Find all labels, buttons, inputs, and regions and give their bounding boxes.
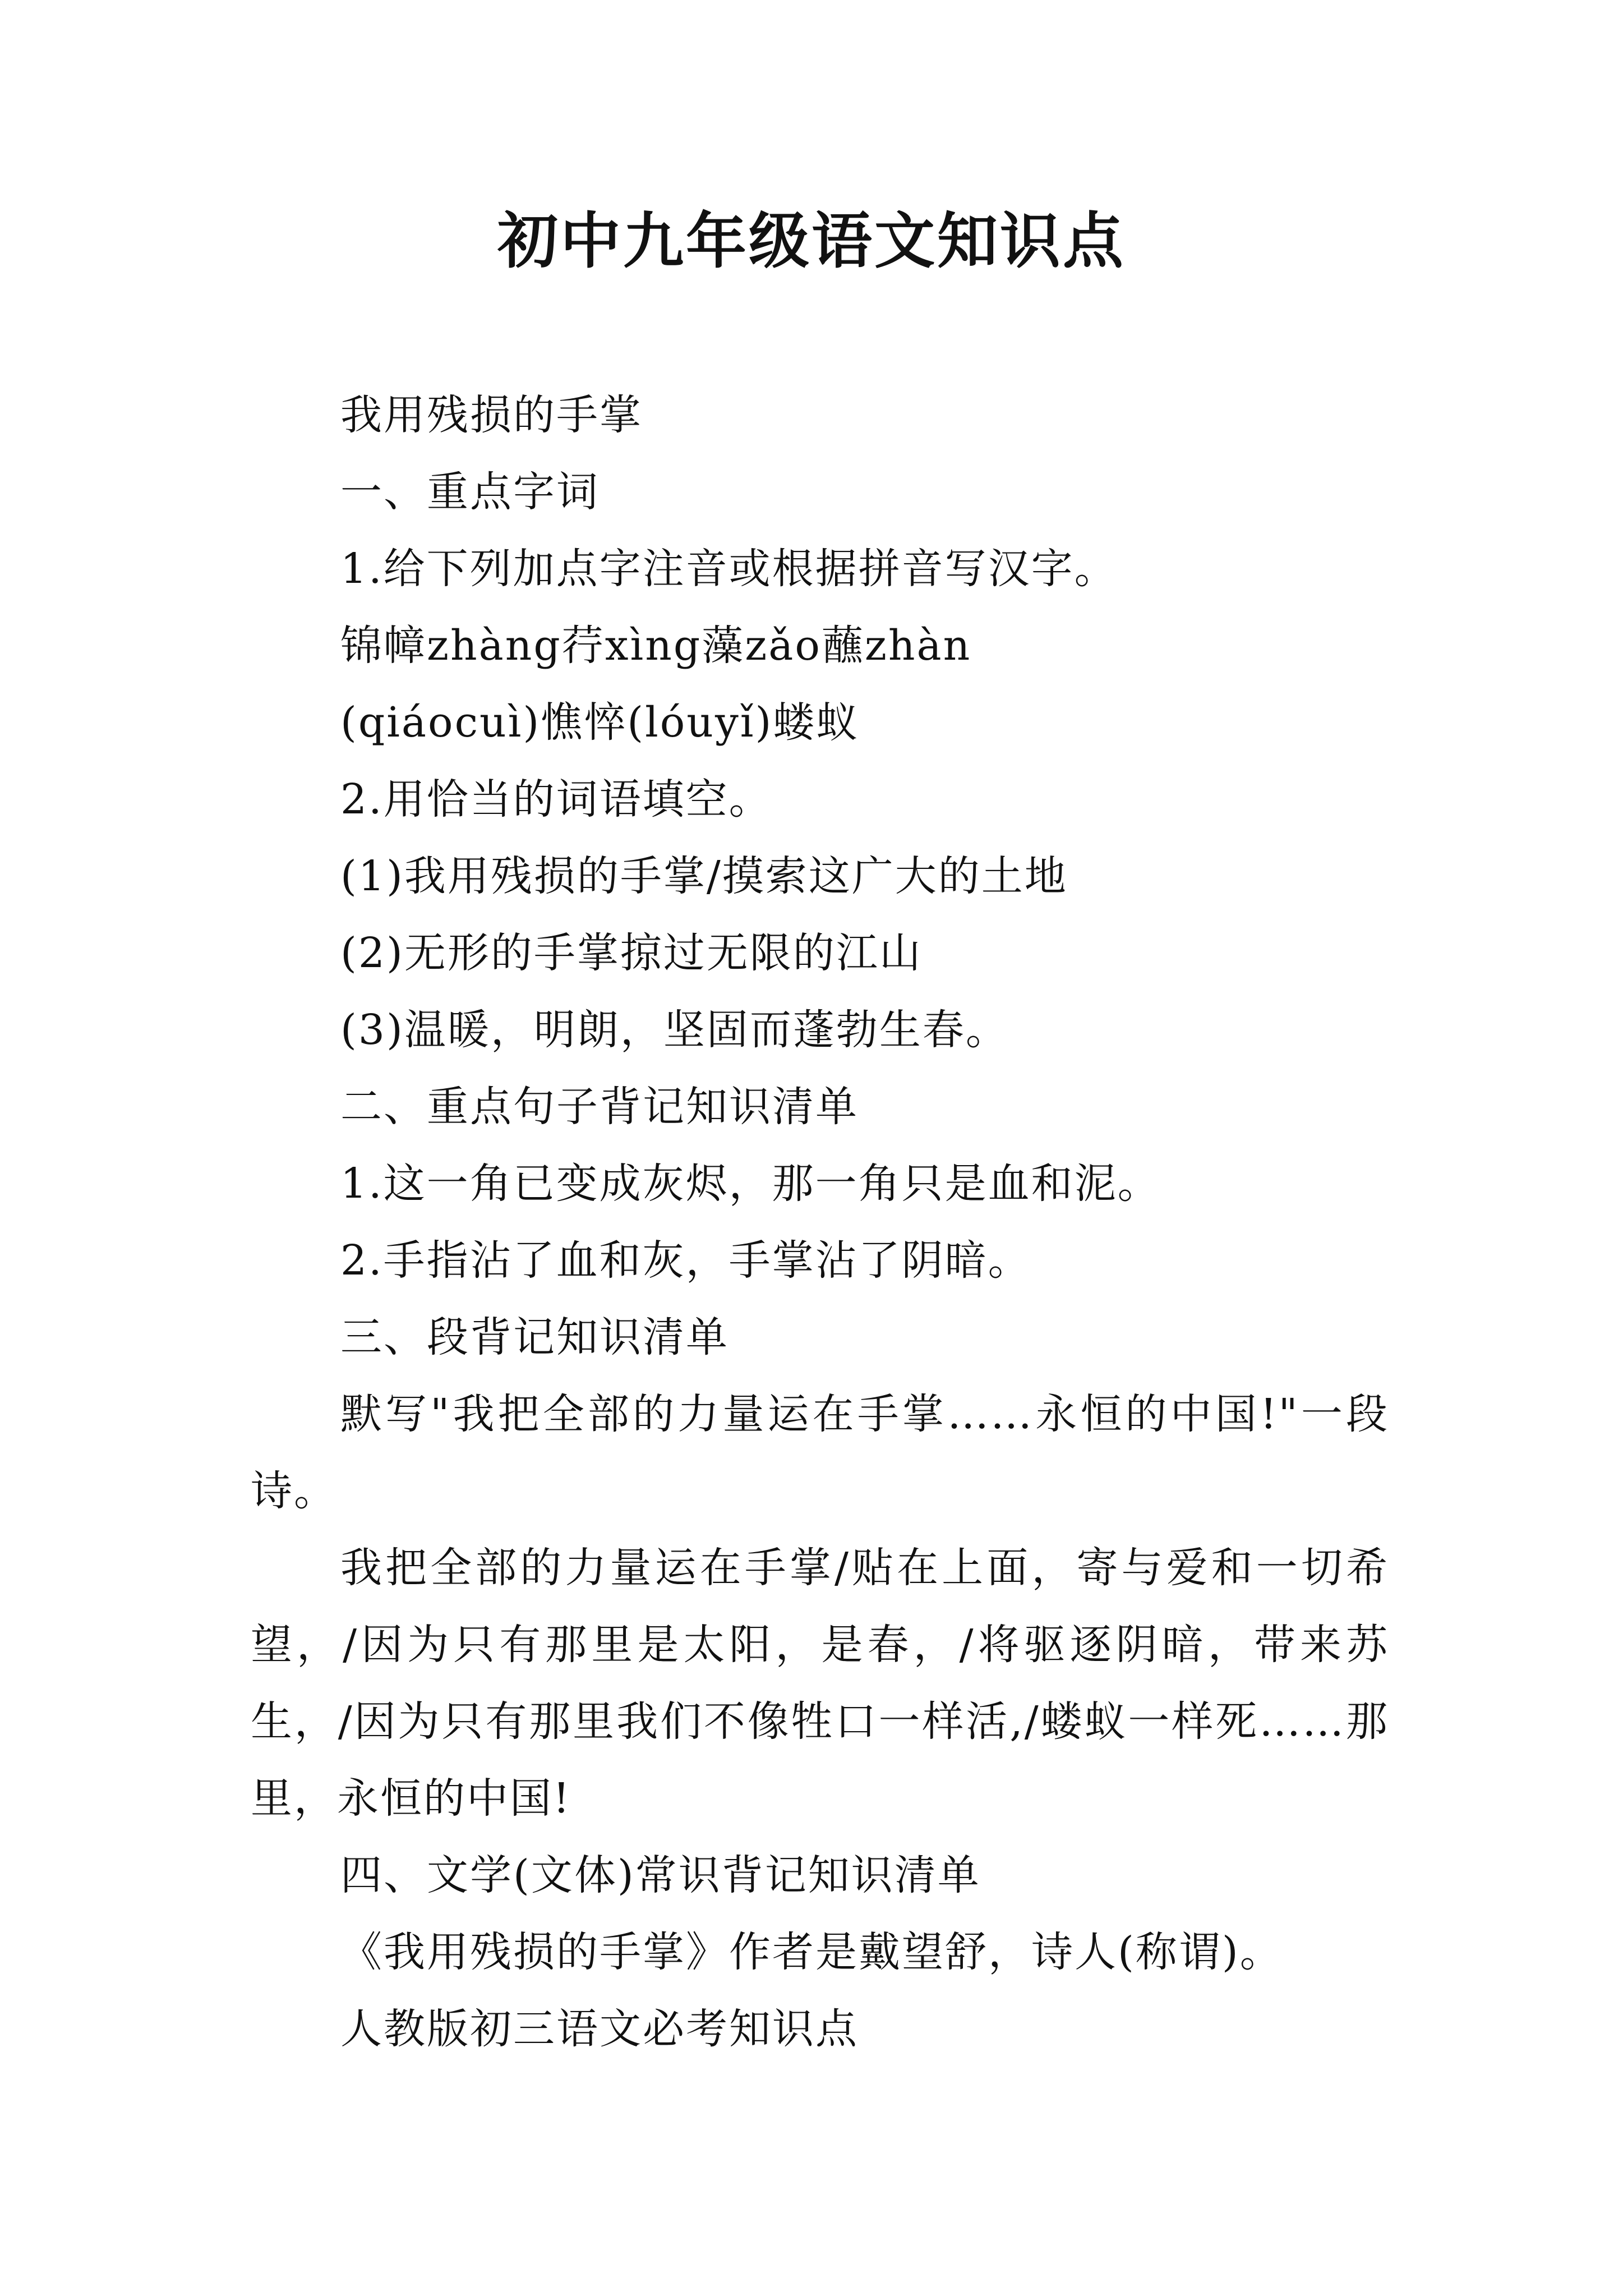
section-heading-key-words: 一、重点字词 [340,468,600,516]
paragraph-poem-title: 我用残损的手掌 [340,391,643,439]
paragraph-author-note: 《我用残损的手掌》作者是戴望舒，诗人(称谓)。 [340,1928,1283,1976]
paragraph-fill-1: (1)我用残损的手掌/摸索这广大的土地 [340,852,1068,900]
paragraph-pinyin-line-2: (qiáocuì)憔悴(lóuyǐ)蝼蚁 [340,698,860,747]
paragraph-sentence-1: 1.这一角已变成灰烬，那一角只是血和泥。 [340,1159,1161,1208]
document-body [251,377,1389,2068]
section-heading-key-sentences: 二、重点句子背记知识清单 [340,1083,859,1131]
section-heading-passage: 三、段背记知识清单 [340,1313,729,1361]
document-title: 初中九年级语文知识点 [497,206,1126,277]
paragraph-pinyin-line-1: 锦幛zhàng荇xìng藻zǎo蘸zhàn [340,622,972,670]
paragraph-poem-passage: 我把全部的力量运在手掌/贴在上面，寄与爱和一切希望，/因为只有那里是太阳，是春，/将驱逐阴暗，带来苏生，/因为只有那里我们不像牲口一样活,/蝼蚁一样死……那里，永恒的中国! [251,1544,1389,1823]
paragraph-question-2: 2.用恰当的词语填空。 [340,775,772,823]
paragraph-sentence-2: 2.手指沾了血和灰，手掌沾了阴暗。 [340,1236,1031,1285]
paragraph-fill-3: (3)温暖，明朗，坚固而蓬勃生春。 [340,1006,1009,1054]
paragraph-fill-2: (2)无形的手掌掠过无限的江山 [340,929,923,977]
paragraph-next-section-title: 人教版初三语文必考知识点 [340,2005,859,2053]
section-heading-literature: 四、文学(文体)常识背记知识清单 [340,1851,981,1899]
paragraph-question-1: 1.给下列加点字注音或根据拼音写汉字。 [340,545,1118,593]
paragraph-dictation-instruction: 默写"我把全部的力量运在手掌……永恒的中国!"一段诗。 [251,1390,1389,1515]
